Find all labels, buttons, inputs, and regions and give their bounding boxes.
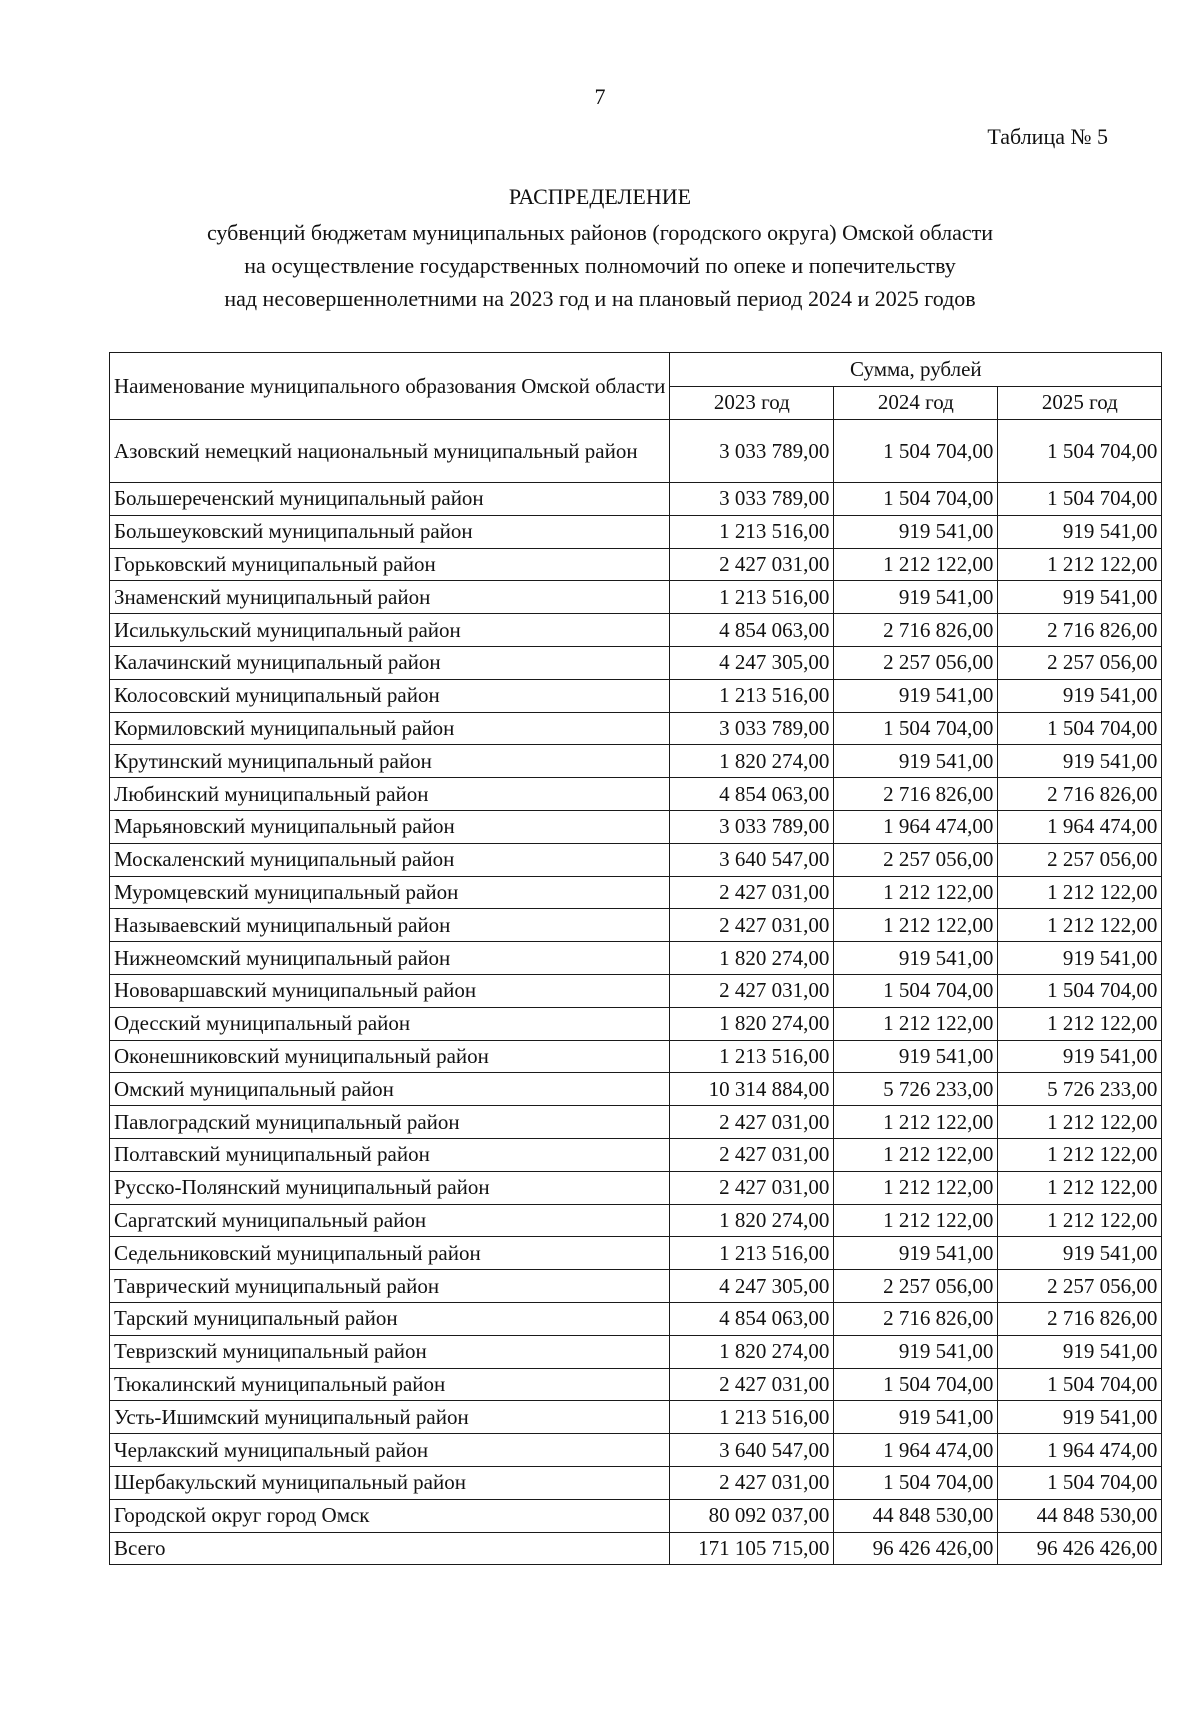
amount-2024: 919 541,00 [834, 1237, 998, 1270]
municipality-name: Большеуковский муниципальный район [110, 515, 670, 548]
municipality-name: Калачинский муниципальный район [110, 646, 670, 679]
municipality-name: Колосовский муниципальный район [110, 679, 670, 712]
amount-2024: 2 716 826,00 [834, 1302, 998, 1335]
municipality-name: Нововаршавский муниципальный район [110, 974, 670, 1007]
amount-2025: 1 212 122,00 [998, 1171, 1162, 1204]
amount-2023: 2 427 031,00 [670, 1466, 834, 1499]
amount-2023: 4 854 063,00 [670, 614, 834, 647]
amount-2023: 1 213 516,00 [670, 1237, 834, 1270]
amount-2023: 2 427 031,00 [670, 876, 834, 909]
table-row [110, 1171, 1162, 1204]
amount-2025: 1 504 704,00 [998, 1368, 1162, 1401]
table-body [110, 420, 1162, 1565]
table-row [110, 1106, 1162, 1139]
amount-2024: 1 212 122,00 [834, 1204, 998, 1237]
amount-2024: 919 541,00 [834, 942, 998, 975]
amount-2025: 1 504 704,00 [998, 1466, 1162, 1499]
amount-2024: 1 212 122,00 [834, 876, 998, 909]
municipality-name: Азовский немецкий национальный муниципальный район [110, 420, 670, 483]
amount-2025: 1 212 122,00 [998, 909, 1162, 942]
amount-2023: 3 033 789,00 [670, 483, 834, 516]
amount-2024: 2 257 056,00 [834, 646, 998, 679]
municipality-name: Нижнеомский муниципальный район [110, 942, 670, 975]
document-title: РАСПРЕДЕЛЕНИЕ [508, 184, 692, 209]
municipality-name: Тевризский муниципальный район [110, 1335, 670, 1368]
table-row [110, 909, 1162, 942]
municipality-name: Знаменский муниципальный район [110, 581, 670, 614]
municipality-name: Марьяновский муниципальный район [110, 810, 670, 843]
municipality-name: Большереченский муниципальный район [110, 483, 670, 516]
municipality-name: Черлакский муниципальный район [110, 1434, 670, 1467]
amount-2023: 1 213 516,00 [670, 679, 834, 712]
amount-2023: 1 820 274,00 [670, 942, 834, 975]
amount-2023: 2 427 031,00 [670, 1106, 834, 1139]
table-row [110, 1270, 1162, 1303]
amount-2025: 2 716 826,00 [998, 1302, 1162, 1335]
amount-2024: 919 541,00 [834, 515, 998, 548]
amount-2025: 1 212 122,00 [998, 1138, 1162, 1171]
header-year-2025: 2025 год [998, 386, 1162, 420]
amount-2023: 2 427 031,00 [670, 1171, 834, 1204]
amount-2023: 2 427 031,00 [670, 548, 834, 581]
amount-2025: 919 541,00 [998, 679, 1162, 712]
table-row [110, 1302, 1162, 1335]
amount-2025: 1 504 704,00 [998, 712, 1162, 745]
table-row [110, 942, 1162, 975]
amount-2025: 1 212 122,00 [998, 876, 1162, 909]
amount-2024: 919 541,00 [834, 679, 998, 712]
municipality-name: Шербакульский муниципальный район [110, 1466, 670, 1499]
table-row [110, 1007, 1162, 1040]
table-row [110, 1532, 1162, 1565]
amount-2025: 1 212 122,00 [998, 1106, 1162, 1139]
amount-2024: 1 964 474,00 [834, 810, 998, 843]
amount-2025: 919 541,00 [998, 745, 1162, 778]
table-row [110, 646, 1162, 679]
amount-2023: 1 820 274,00 [670, 1204, 834, 1237]
municipality-name: Саргатский муниципальный район [110, 1204, 670, 1237]
municipality-name: Седельниковский муниципальный район [110, 1237, 670, 1270]
amount-2023: 3 033 789,00 [670, 810, 834, 843]
amount-2025: 96 426 426,00 [998, 1532, 1162, 1565]
amount-2024: 1 964 474,00 [834, 1434, 998, 1467]
amount-2025: 2 257 056,00 [998, 843, 1162, 876]
amount-2025: 5 726 233,00 [998, 1073, 1162, 1106]
municipality-name: Одесский муниципальный район [110, 1007, 670, 1040]
amount-2023: 1 820 274,00 [670, 745, 834, 778]
amount-2023: 80 092 037,00 [670, 1499, 834, 1532]
table-row [110, 581, 1162, 614]
amount-2023: 1 213 516,00 [670, 515, 834, 548]
distribution-table [109, 352, 1162, 1565]
amount-2025: 1 212 122,00 [998, 1007, 1162, 1040]
amount-2025: 2 257 056,00 [998, 1270, 1162, 1303]
amount-2025: 44 848 530,00 [998, 1499, 1162, 1532]
amount-2024: 1 212 122,00 [834, 1007, 998, 1040]
subtitle-line: над несовершеннолетними на 2023 год и на плановый период 2024 и 2025 годов [224, 286, 976, 311]
municipality-name: Москаленский муниципальный район [110, 843, 670, 876]
amount-2024: 919 541,00 [834, 1401, 998, 1434]
table-row [110, 974, 1162, 1007]
municipality-name: Крутинский муниципальный район [110, 745, 670, 778]
municipality-name: Всего [110, 1532, 670, 1565]
amount-2025: 2 716 826,00 [998, 614, 1162, 647]
amount-2024: 1 212 122,00 [834, 1138, 998, 1171]
amount-2024: 1 504 704,00 [834, 483, 998, 516]
amount-2024: 2 257 056,00 [834, 843, 998, 876]
table-row [110, 1237, 1162, 1270]
amount-2024: 919 541,00 [834, 1335, 998, 1368]
municipality-name: Оконешниковский муниципальный район [110, 1040, 670, 1073]
subtitle-line: на осуществление государственных полномочий по опеке и попечительству [244, 253, 956, 278]
table-row [110, 778, 1162, 811]
table-row [110, 1040, 1162, 1073]
amount-2024: 1 504 704,00 [834, 1466, 998, 1499]
amount-2024: 2 716 826,00 [834, 778, 998, 811]
amount-2023: 1 213 516,00 [670, 1401, 834, 1434]
table-row [110, 876, 1162, 909]
amount-2025: 1 212 122,00 [998, 548, 1162, 581]
amount-2023: 1 213 516,00 [670, 581, 834, 614]
amount-2023: 2 427 031,00 [670, 1368, 834, 1401]
amount-2025: 919 541,00 [998, 1335, 1162, 1368]
amount-2025: 2 257 056,00 [998, 646, 1162, 679]
table-row [110, 1335, 1162, 1368]
municipality-name: Кормиловский муниципальный район [110, 712, 670, 745]
table-row [110, 1138, 1162, 1171]
table-row [110, 1368, 1162, 1401]
amount-2024: 1 212 122,00 [834, 1171, 998, 1204]
table-row [110, 420, 1162, 483]
municipality-name: Полтавский муниципальный район [110, 1138, 670, 1171]
amount-2023: 2 427 031,00 [670, 1138, 834, 1171]
amount-2025: 919 541,00 [998, 1237, 1162, 1270]
amount-2023: 3 640 547,00 [670, 1434, 834, 1467]
amount-2023: 1 820 274,00 [670, 1335, 834, 1368]
amount-2025: 1 964 474,00 [998, 1434, 1162, 1467]
amount-2023: 4 247 305,00 [670, 1270, 834, 1303]
table-row [110, 1434, 1162, 1467]
amount-2024: 2 716 826,00 [834, 614, 998, 647]
amount-2023: 1 213 516,00 [670, 1040, 834, 1073]
header-sum: Сумма, рублей [670, 353, 1162, 387]
municipality-name: Называевский муниципальный район [110, 909, 670, 942]
amount-2025: 1 504 704,00 [998, 483, 1162, 516]
municipality-name: Усть-Ишимский муниципальный район [110, 1401, 670, 1434]
amount-2025: 919 541,00 [998, 1401, 1162, 1434]
table-row [110, 548, 1162, 581]
amount-2025: 1 212 122,00 [998, 1204, 1162, 1237]
municipality-name: Горьковский муниципальный район [110, 548, 670, 581]
amount-2024: 1 212 122,00 [834, 909, 998, 942]
municipality-name: Омский муниципальный район [110, 1073, 670, 1106]
amount-2024: 1 212 122,00 [834, 1106, 998, 1139]
amount-2024: 1 504 704,00 [834, 974, 998, 1007]
municipality-name: Русско-Полянский муниципальный район [110, 1171, 670, 1204]
municipality-name: Любинский муниципальный район [110, 778, 670, 811]
table-row [110, 679, 1162, 712]
table-row [110, 1466, 1162, 1499]
amount-2023: 3 033 789,00 [670, 712, 834, 745]
amount-2023: 3 033 789,00 [670, 420, 834, 483]
amount-2024: 1 504 704,00 [834, 1368, 998, 1401]
municipality-name: Муромцевский муниципальный район [110, 876, 670, 909]
amount-2025: 2 716 826,00 [998, 778, 1162, 811]
amount-2024: 2 257 056,00 [834, 1270, 998, 1303]
amount-2024: 44 848 530,00 [834, 1499, 998, 1532]
table-row [110, 1204, 1162, 1237]
amount-2023: 2 427 031,00 [670, 974, 834, 1007]
municipality-name: Исилькульский муниципальный район [110, 614, 670, 647]
table-row [110, 515, 1162, 548]
table-row [110, 745, 1162, 778]
municipality-name: Тюкалинский муниципальный район [110, 1368, 670, 1401]
page-number: 7 [594, 84, 606, 109]
header-year-2024: 2024 год [834, 386, 998, 420]
amount-2023: 171 105 715,00 [670, 1532, 834, 1565]
amount-2023: 4 247 305,00 [670, 646, 834, 679]
amount-2023: 3 640 547,00 [670, 843, 834, 876]
header-year-2023: 2023 год [670, 386, 834, 420]
header-municipality: Наименование муниципального образования Омской области [110, 353, 670, 420]
amount-2024: 5 726 233,00 [834, 1073, 998, 1106]
municipality-name: Тарский муниципальный район [110, 1302, 670, 1335]
table-row [110, 1401, 1162, 1434]
amount-2025: 919 541,00 [998, 942, 1162, 975]
table-row [110, 1499, 1162, 1532]
amount-2023: 10 314 884,00 [670, 1073, 834, 1106]
amount-2025: 1 504 704,00 [998, 420, 1162, 483]
amount-2025: 1 504 704,00 [998, 974, 1162, 1007]
amount-2023: 4 854 063,00 [670, 778, 834, 811]
table-row [110, 614, 1162, 647]
table-label: Таблица № 5 [987, 124, 1108, 149]
amount-2024: 919 541,00 [834, 1040, 998, 1073]
amount-2025: 919 541,00 [998, 581, 1162, 614]
amount-2023: 4 854 063,00 [670, 1302, 834, 1335]
amount-2024: 1 212 122,00 [834, 548, 998, 581]
table-row [110, 712, 1162, 745]
municipality-name: Павлоградский муниципальный район [110, 1106, 670, 1139]
subtitle-line: субвенций бюджетам муниципальных районов (городского округа) Омской области [206, 220, 994, 245]
amount-2025: 919 541,00 [998, 515, 1162, 548]
amount-2024: 919 541,00 [834, 581, 998, 614]
amount-2024: 1 504 704,00 [834, 420, 998, 483]
table-row [110, 1073, 1162, 1106]
table-row [110, 843, 1162, 876]
municipality-name: Городской округ город Омск [110, 1499, 670, 1532]
municipality-name: Таврический муниципальный район [110, 1270, 670, 1303]
document-subtitle [0, 216, 1200, 315]
amount-2024: 1 504 704,00 [834, 712, 998, 745]
table-row [110, 483, 1162, 516]
amount-2025: 919 541,00 [998, 1040, 1162, 1073]
amount-2024: 919 541,00 [834, 745, 998, 778]
amount-2023: 1 820 274,00 [670, 1007, 834, 1040]
amount-2024: 96 426 426,00 [834, 1532, 998, 1565]
amount-2025: 1 964 474,00 [998, 810, 1162, 843]
table-row [110, 810, 1162, 843]
amount-2023: 2 427 031,00 [670, 909, 834, 942]
